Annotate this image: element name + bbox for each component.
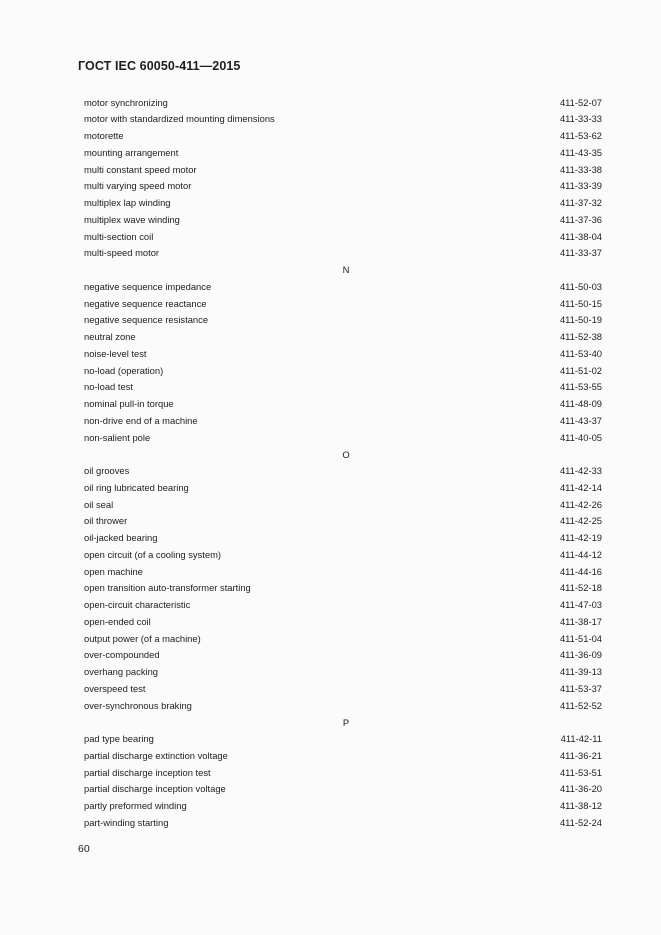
index-code: 411-33-39 bbox=[559, 180, 602, 192]
document-header: ГОСТ IEC 60050-411—2015 bbox=[78, 59, 241, 73]
index-entry-row bbox=[78, 295, 606, 312]
index-entry-row bbox=[78, 747, 606, 764]
index-term: part-winding starting bbox=[84, 816, 169, 828]
index-code: 411-53-40 bbox=[559, 347, 602, 359]
index-code: 411-52-18 bbox=[559, 582, 602, 594]
index-entry-row bbox=[78, 178, 606, 195]
index-entry-row bbox=[78, 680, 606, 697]
index-term: mounting arrangement bbox=[84, 146, 179, 158]
index-entry-row bbox=[78, 345, 606, 362]
index-term: nominal pull-in torque bbox=[84, 398, 174, 410]
index-term: over-synchronous braking bbox=[84, 699, 192, 711]
index-term: oil seal bbox=[84, 498, 114, 510]
index-term: overspeed test bbox=[84, 682, 146, 694]
index-entry-row bbox=[78, 412, 606, 429]
index-entry-row bbox=[78, 329, 606, 346]
section-letter-heading: O bbox=[342, 448, 350, 460]
index-term: open-circuit characteristic bbox=[84, 599, 191, 611]
index-term: multiplex lap winding bbox=[84, 197, 171, 209]
index-entry-row bbox=[78, 630, 606, 647]
index-code: 411-51-02 bbox=[559, 364, 602, 376]
index-entry-row bbox=[78, 111, 606, 128]
index-term: non-drive end of a machine bbox=[84, 414, 198, 426]
index-entry-row bbox=[78, 664, 606, 681]
index-code: 411-52-24 bbox=[559, 816, 602, 828]
index-entry-row bbox=[78, 697, 606, 714]
section-letter-heading: N bbox=[342, 264, 350, 276]
index-code: 411-48-09 bbox=[559, 398, 602, 410]
index-entry-row bbox=[78, 379, 606, 396]
index-code: 411-38-17 bbox=[559, 615, 602, 627]
index-term: over-compounded bbox=[84, 649, 160, 661]
index-entry-row bbox=[78, 647, 606, 664]
index-entry-row bbox=[78, 580, 606, 597]
index-code: 411-42-25 bbox=[559, 515, 602, 527]
index-code: 411-43-35 bbox=[559, 146, 602, 158]
index-entry-row bbox=[78, 764, 606, 781]
index-code: 411-53-62 bbox=[559, 130, 602, 142]
index-entry-row bbox=[78, 613, 606, 630]
page-number: 60 bbox=[78, 843, 90, 855]
index-code: 411-33-37 bbox=[559, 247, 602, 259]
index-code: 411-37-32 bbox=[559, 197, 602, 209]
index-entry-row bbox=[78, 94, 606, 111]
index-entry-row bbox=[78, 597, 606, 614]
index-term: oil grooves bbox=[84, 465, 130, 477]
index-code: 411-42-33 bbox=[559, 465, 602, 477]
index-term: motor with standardized mounting dimensions bbox=[84, 113, 275, 125]
index-code: 411-42-26 bbox=[559, 498, 602, 510]
index-entry-row bbox=[78, 814, 606, 831]
index-term: multi varying speed motor bbox=[84, 180, 192, 192]
index-code: 411-52-38 bbox=[559, 331, 602, 343]
index-term: pad type bearing bbox=[84, 733, 154, 745]
index-term: multi constant speed motor bbox=[84, 163, 197, 175]
index-code: 411-40-05 bbox=[559, 431, 602, 443]
index-entry-row bbox=[78, 278, 606, 295]
index-term: negative sequence reactance bbox=[84, 297, 207, 309]
index-entry-row bbox=[78, 144, 606, 161]
index-entry-row bbox=[78, 362, 606, 379]
index-term: open circuit (of a cooling system) bbox=[84, 548, 222, 560]
term-index-list bbox=[78, 94, 606, 831]
index-code: 411-36-21 bbox=[559, 749, 602, 761]
index-term: non-salient pole bbox=[84, 431, 151, 443]
index-entry-row bbox=[78, 312, 606, 329]
index-code: 411-36-20 bbox=[559, 783, 602, 795]
index-code: 411-44-16 bbox=[559, 565, 602, 577]
index-code: 411-52-07 bbox=[559, 96, 602, 108]
index-code: 411-39-13 bbox=[559, 666, 602, 678]
index-entry-row bbox=[78, 396, 606, 413]
index-code: 411-50-03 bbox=[559, 280, 602, 292]
index-term: partial discharge inception voltage bbox=[84, 783, 226, 795]
index-code: 411-42-11 bbox=[560, 733, 602, 745]
index-term: noise-level test bbox=[84, 347, 147, 359]
index-code: 411-44-12 bbox=[559, 548, 602, 560]
index-code: 411-42-14 bbox=[559, 481, 602, 493]
index-term: partly preformed winding bbox=[84, 800, 187, 812]
index-code: 411-38-12 bbox=[559, 800, 602, 812]
index-code: 411-53-51 bbox=[559, 766, 602, 778]
index-code: 411-50-15 bbox=[559, 297, 602, 309]
index-term: motor synchronizing bbox=[84, 96, 168, 108]
index-code: 411-53-55 bbox=[559, 381, 602, 393]
index-term: open machine bbox=[84, 565, 143, 577]
index-code: 411-52-52 bbox=[559, 699, 602, 711]
index-entry-row bbox=[78, 798, 606, 815]
index-term: no-load test bbox=[84, 381, 133, 393]
index-term: partial discharge inception test bbox=[84, 766, 211, 778]
index-entry-row bbox=[78, 161, 606, 178]
index-entry-row bbox=[78, 128, 606, 145]
index-code: 411-38-04 bbox=[559, 230, 602, 242]
index-term: partial discharge extinction voltage bbox=[84, 749, 228, 761]
section-letter-heading: P bbox=[342, 716, 350, 728]
index-entry-row bbox=[78, 781, 606, 798]
index-entry-row bbox=[78, 563, 606, 580]
index-entry-row bbox=[78, 211, 606, 228]
index-entry-row bbox=[78, 530, 606, 547]
index-code: 411-47-03 bbox=[559, 599, 602, 611]
index-term: open-ended coil bbox=[84, 615, 151, 627]
index-term: open transition auto-transformer starting bbox=[84, 582, 251, 594]
index-term: negative sequence impedance bbox=[84, 280, 212, 292]
index-code: 411-36-09 bbox=[559, 649, 602, 661]
index-term: multi-section coil bbox=[84, 230, 154, 242]
index-term: output power (of a machine) bbox=[84, 632, 201, 644]
index-term: oil thrower bbox=[84, 515, 128, 527]
index-term: multi-speed motor bbox=[84, 247, 160, 259]
index-code: 411-53-37 bbox=[559, 682, 602, 694]
index-term: oil-jacked bearing bbox=[84, 532, 158, 544]
index-term: multiplex wave winding bbox=[84, 213, 180, 225]
index-entry-row bbox=[78, 513, 606, 530]
index-code: 411-51-04 bbox=[559, 632, 602, 644]
index-code: 411-43-37 bbox=[559, 414, 602, 426]
index-entry-row bbox=[78, 228, 606, 245]
index-entry-row bbox=[78, 546, 606, 563]
index-term: overhang packing bbox=[84, 666, 159, 678]
index-term: oil ring lubricated bearing bbox=[84, 481, 189, 493]
index-term: negative sequence resistance bbox=[84, 314, 209, 326]
index-entry-row bbox=[78, 496, 606, 513]
index-code: 411-33-38 bbox=[559, 163, 602, 175]
index-entry-row bbox=[78, 429, 606, 446]
index-code: 411-42-19 bbox=[559, 532, 602, 544]
index-entry-row bbox=[78, 463, 606, 480]
index-term: neutral zone bbox=[84, 331, 136, 343]
index-code: 411-37-36 bbox=[559, 213, 602, 225]
index-entry-row bbox=[78, 245, 606, 262]
index-term: motorette bbox=[84, 130, 124, 142]
index-term: no-load (operation) bbox=[84, 364, 164, 376]
index-entry-row bbox=[78, 479, 606, 496]
index-entry-row bbox=[78, 195, 606, 212]
index-code: 411-33-33 bbox=[559, 113, 602, 125]
index-entry-row bbox=[78, 731, 606, 748]
index-code: 411-50-19 bbox=[559, 314, 602, 326]
